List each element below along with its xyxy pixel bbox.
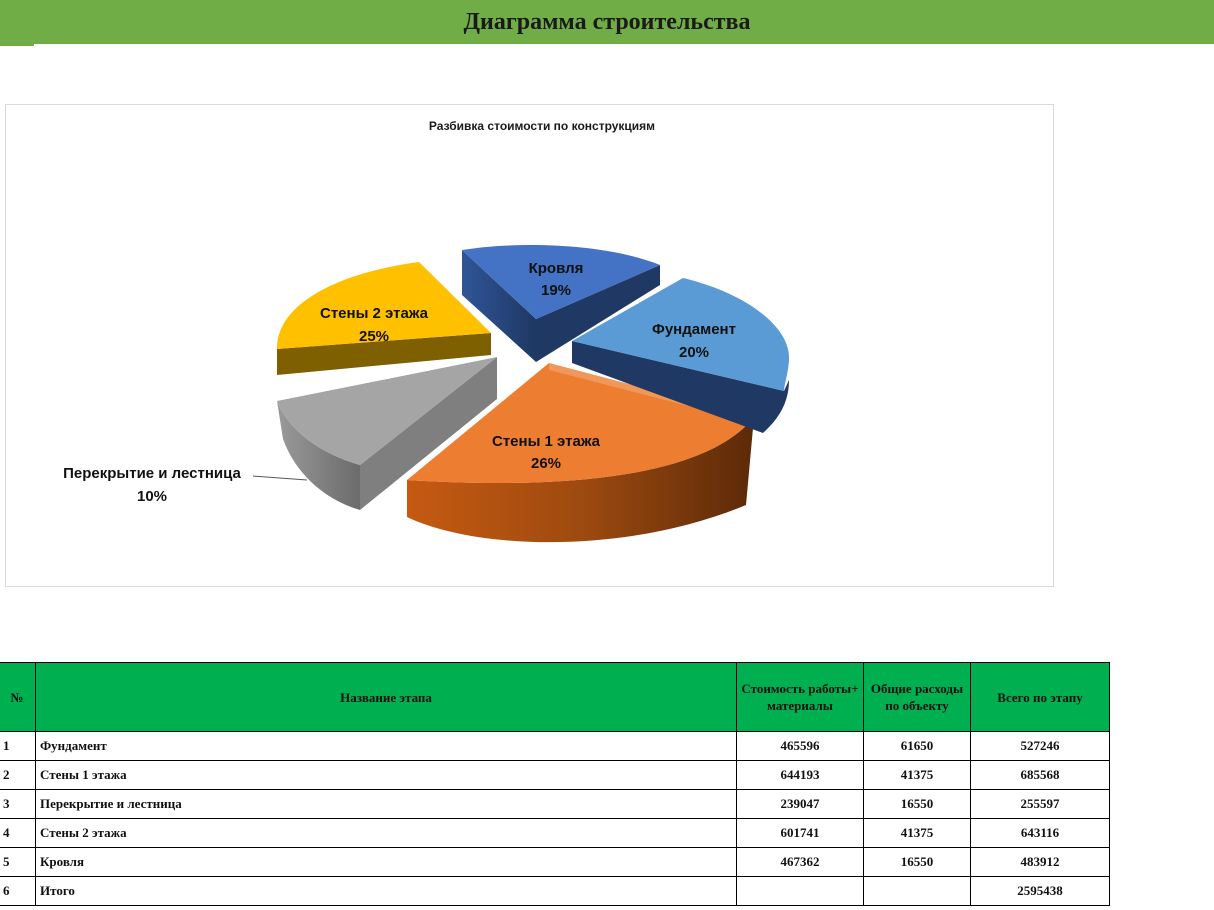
slice-label-floor-name: Перекрытие и лестница bbox=[63, 465, 241, 482]
table-row[interactable] bbox=[0, 732, 1110, 761]
slice-label-walls1-name: Стены 1 этажа bbox=[491, 433, 601, 450]
row-name: Кровля bbox=[36, 848, 737, 877]
row-total: 643116 bbox=[971, 819, 1110, 848]
header-bar bbox=[0, 0, 1214, 44]
col-header-name: Название этапа bbox=[36, 663, 737, 732]
row-total: 483912 bbox=[971, 848, 1110, 877]
slice-label-walls1-pct: 26% bbox=[530, 455, 562, 472]
row-cost: 467362 bbox=[737, 848, 864, 877]
row-num: 6 bbox=[0, 877, 36, 906]
slice-label-floor-pct: 10% bbox=[136, 488, 168, 505]
leader-line bbox=[253, 476, 307, 480]
slice-label-fundament-pct: 20% bbox=[678, 344, 710, 361]
col-header-num: № bbox=[0, 663, 36, 732]
row-num: 4 bbox=[0, 819, 36, 848]
slice-label-walls2-pct: 25% bbox=[358, 328, 390, 345]
row-name: Стены 1 этажа bbox=[36, 761, 737, 790]
row-overhead: 41375 bbox=[864, 761, 971, 790]
header-accent bbox=[0, 44, 34, 46]
col-header-cost: Стоимость работы+ материалы bbox=[737, 663, 864, 732]
table-row[interactable] bbox=[0, 761, 1110, 790]
row-name: Перекрытие и лестница bbox=[36, 790, 737, 819]
col-header-total: Всего по этапу bbox=[971, 663, 1110, 732]
row-name: Итого bbox=[36, 877, 737, 906]
row-name: Фундамент bbox=[36, 732, 737, 761]
table-row[interactable] bbox=[0, 819, 1110, 848]
row-overhead bbox=[864, 877, 971, 906]
page-title: Диаграмма строительства bbox=[463, 9, 751, 35]
row-cost: 465596 bbox=[737, 732, 864, 761]
row-overhead: 16550 bbox=[864, 790, 971, 819]
row-total: 255597 bbox=[971, 790, 1110, 819]
table-header-row bbox=[0, 663, 1110, 732]
row-num: 1 bbox=[0, 732, 36, 761]
row-num: 5 bbox=[0, 848, 36, 877]
row-total: 685568 bbox=[971, 761, 1110, 790]
row-cost: 601741 bbox=[737, 819, 864, 848]
table-row[interactable] bbox=[0, 790, 1110, 819]
slice-label-roof-pct: 19% bbox=[540, 282, 572, 299]
table-row[interactable] bbox=[0, 848, 1110, 877]
row-cost bbox=[737, 877, 864, 906]
row-cost: 644193 bbox=[737, 761, 864, 790]
row-num: 2 bbox=[0, 761, 36, 790]
row-name: Стены 2 этажа bbox=[36, 819, 737, 848]
chart-area[interactable] bbox=[5, 104, 1054, 587]
chart-title: Разбивка стоимости по конструкциям bbox=[428, 119, 656, 133]
slice-label-walls2-name: Стены 2 этажа bbox=[319, 305, 429, 322]
table-total-row[interactable] bbox=[0, 877, 1110, 906]
row-overhead: 16550 bbox=[864, 848, 971, 877]
row-num: 3 bbox=[0, 790, 36, 819]
stages-table bbox=[0, 662, 1110, 906]
row-cost: 239047 bbox=[737, 790, 864, 819]
col-header-overhead: Общие расходы по объекту bbox=[864, 663, 971, 732]
row-overhead: 61650 bbox=[864, 732, 971, 761]
row-total: 527246 bbox=[971, 732, 1110, 761]
slice-label-roof-name: Кровля bbox=[528, 260, 584, 277]
pie-chart bbox=[6, 105, 1053, 586]
row-overhead: 41375 bbox=[864, 819, 971, 848]
row-total: 2595438 bbox=[971, 877, 1110, 906]
slice-label-fundament-name: Фундамент bbox=[652, 321, 736, 338]
